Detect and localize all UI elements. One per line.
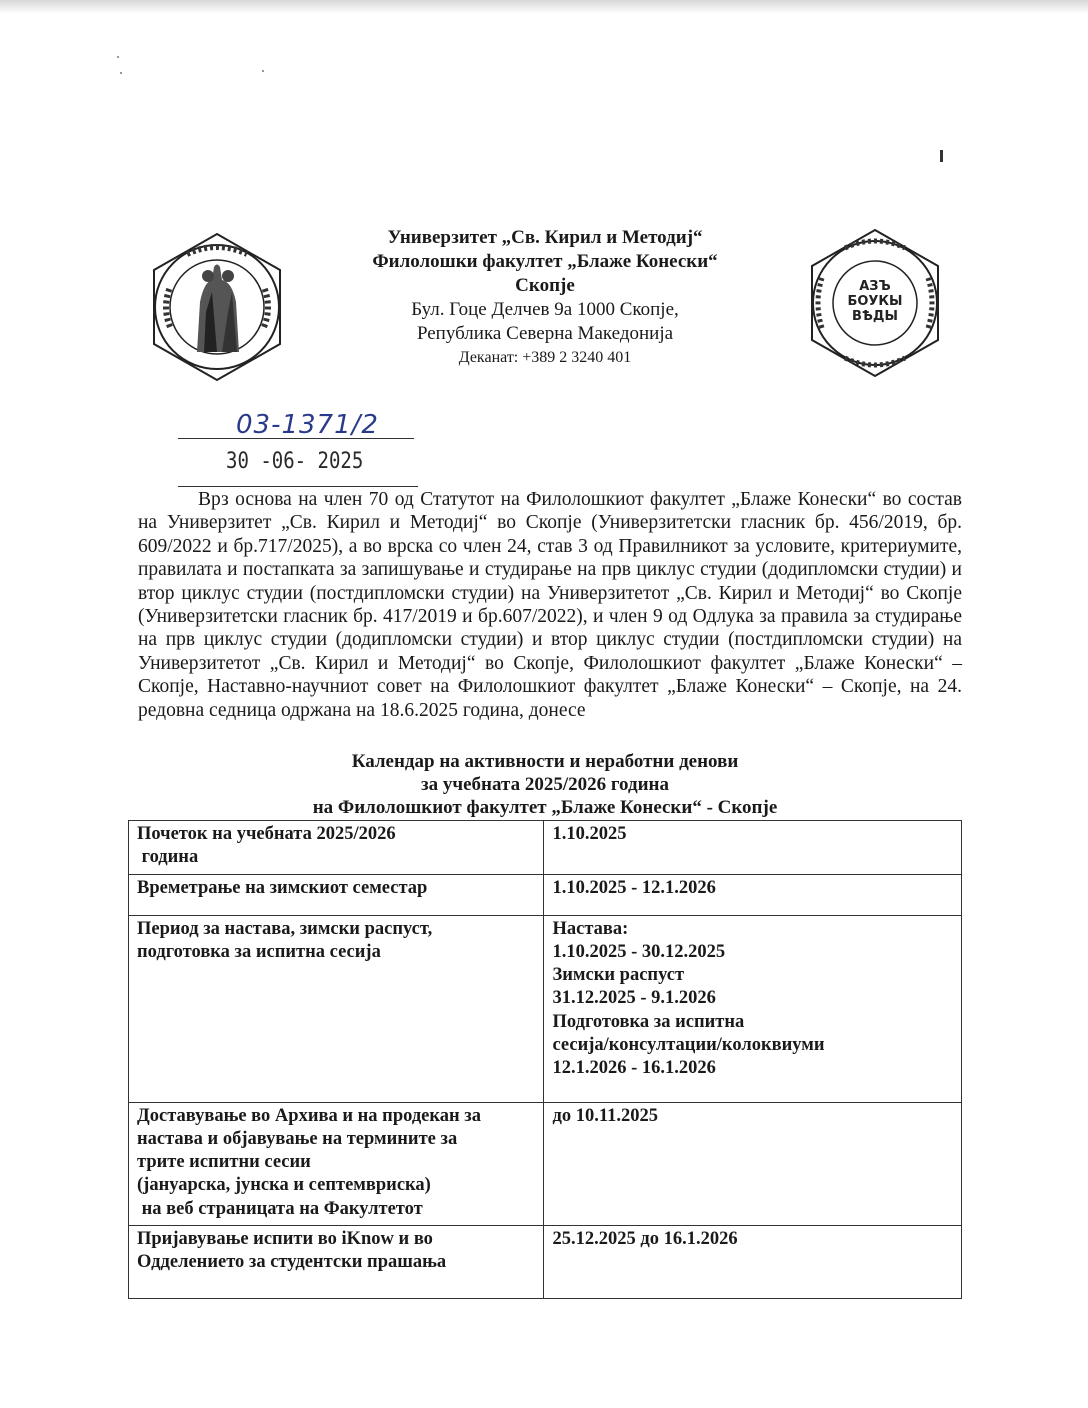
cell-text: 1.10.2025 - 12.1.2026 xyxy=(552,877,716,898)
university-name: Универзитет „Св. Кирил и Методиј“ xyxy=(387,227,703,248)
scan-speck xyxy=(262,70,264,72)
title-line: на Филолошкиот факултет „Блаже Конески“ - Скопје xyxy=(312,797,778,818)
table-row xyxy=(129,1226,962,1299)
letterhead xyxy=(345,226,745,370)
activity-cell xyxy=(129,1226,544,1299)
cell-text: 31.12.2025 - 9.1.2026 xyxy=(552,988,716,1009)
cell-text: Подготовка за испитна xyxy=(552,1011,745,1032)
title-line: Календар на активности и неработни денови xyxy=(351,751,739,772)
cell-text: Одделението за студентски прашања xyxy=(137,1252,447,1273)
cell-text: настава и објавување на термините за xyxy=(137,1128,458,1149)
registration-number: 03-1371/2 xyxy=(236,410,379,440)
cell-text: подготовка за испитна сесија xyxy=(137,941,381,962)
table-row xyxy=(129,1102,962,1225)
cell-text: (јануарска, јунска и септемвриска) xyxy=(137,1175,431,1196)
faculty-seal-icon xyxy=(800,228,950,378)
cell-text: Период за настава, зимски распуст, xyxy=(137,918,433,939)
cell-text: 12.1.2026 - 16.1.2026 xyxy=(552,1058,716,1079)
registration-line xyxy=(178,438,414,439)
cell-text: Доставување во Архива и на продекан за xyxy=(137,1105,481,1126)
city-name: Скопје xyxy=(515,275,575,296)
seal-right-text: АЗЪ xyxy=(859,279,891,294)
country: Република Северна Македонија xyxy=(416,323,674,344)
scan-speck xyxy=(117,56,119,58)
scan-mark xyxy=(940,150,943,162)
cell-text: Настава: xyxy=(552,918,629,939)
dean-phone: Деканат: +389 2 3240 401 xyxy=(458,349,632,366)
activity-cell xyxy=(129,821,544,875)
activity-cell xyxy=(129,915,544,1102)
address: Бул. Гоце Делчев 9а 1000 Скопје, xyxy=(411,299,679,320)
university-seal-icon xyxy=(142,232,292,382)
registration-date: 30 -06- 2025 xyxy=(226,448,364,474)
dates-cell xyxy=(544,821,962,875)
cell-text: трите испитни сесии xyxy=(137,1152,311,1173)
seal-right-text: ВѢДЫ xyxy=(852,309,898,324)
cell-text: на веб страницата на Факултетот xyxy=(137,1198,423,1219)
scan-speck xyxy=(120,72,122,74)
cell-text: сесија/консултации/колоквиуми xyxy=(552,1035,825,1056)
registration-line xyxy=(178,486,418,487)
cell-text: 1.10.2025 - 30.12.2025 xyxy=(552,941,726,962)
scan-edge xyxy=(0,0,1088,14)
cell-text: Времетрање на зимскиот семестар xyxy=(137,877,428,898)
cell-text: до 10.11.2025 xyxy=(552,1105,658,1126)
cell-text: 1.10.2025 xyxy=(552,824,627,844)
cell-text: 25.12.2025 до 16.1.2026 xyxy=(552,1229,738,1250)
table-row xyxy=(129,874,962,915)
calendar-table xyxy=(128,820,962,1299)
legal-basis-paragraph: Врз основа на член 70 од Статутот на Филолошкиот факултет „Блаже Конески“ во состав на Универзитет „Св. Кирил и Методиј“ во Скопје (Универзитетски гласник бр. 456/2019, бр. 609/2022 и бр.717/2025), а во врска со член 24, став 3 од Правилникот за условите, критериумите, правилата и постапката за запишување и студирање на прв циклус студии (додипломски студии) и втор циклус студии (постдипломски студии) на Универзитетот „Св. Кирил и Методиј“ во Скопје (Универзитетски гласник бр. 417/2019 и бр.607/2022), и член 9 од Одлука за правила за студирање на прв циклус студии (додипломски студии) и втор циклус студии (постдипломски студии) на Универзитетот „Св. Кирил и Методиј“ во Скопје, Филолошкиот факултет „Блаже Конески“ – Скопје, Наставно-научниот совет на Филолошкиот факултет „Блаже Конески“ – Скопје, на 24. редовна седница одржана на 18.6.2025 година, донесе xyxy=(138,489,962,721)
table-row xyxy=(129,821,962,875)
cell-text: Пријавување испити во iKnow и во xyxy=(137,1229,433,1250)
document-title xyxy=(150,750,940,819)
cell-text: година xyxy=(137,847,199,868)
faculty-name: Филолошки факултет „Блаже Конески“ xyxy=(372,251,718,272)
table-row xyxy=(129,915,962,1102)
dates-cell xyxy=(544,1102,962,1225)
dates-cell xyxy=(544,915,962,1102)
dates-cell xyxy=(544,1226,962,1299)
activity-cell xyxy=(129,1102,544,1225)
cell-text: Почеток на учебната 2025/2026 xyxy=(137,824,396,844)
seal-right-text: БОУКЫ xyxy=(847,294,903,309)
dates-cell xyxy=(544,874,962,915)
activity-cell xyxy=(129,874,544,915)
cell-text: Зимски распуст xyxy=(552,965,685,986)
title-line: за учебната 2025/2026 година xyxy=(421,774,669,795)
